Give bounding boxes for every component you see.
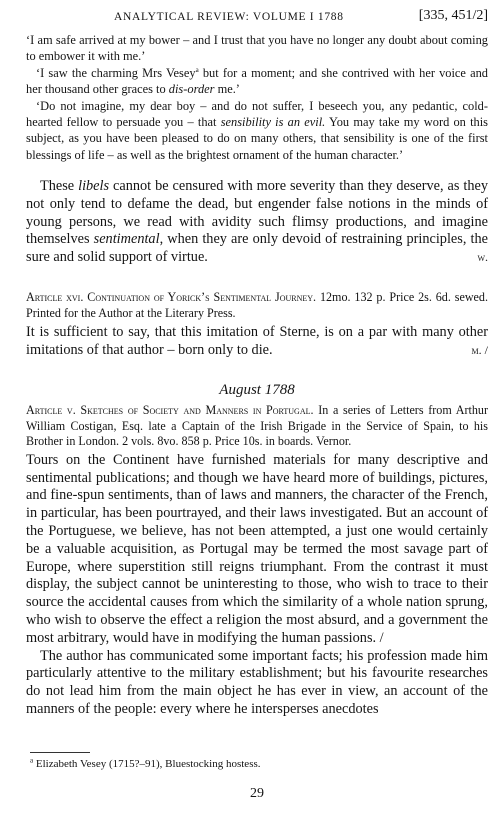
- footnote-ref: a: [195, 65, 199, 74]
- article-v-heading: Article v. Sketches of Society and Manners in Portugal. In a series of Letters from Arthur William Costigan, Esq. late a Captain of the Irish Brigade in the Service of Spain, to his Brother in London. 2 vols. 8vo. 858 p. Price 10s. in boards. Vernor.: [26, 403, 488, 449]
- footnote-rule: [30, 752, 90, 753]
- quoted-letter: [26, 32, 488, 163]
- page-number: 29: [250, 786, 264, 801]
- quote-paragraph-2: ‘I saw the charming Mrs Vesey$^a$ but for a moment; and she contrived with her voice and her thousand other graces to dis-order me.’: [26, 65, 488, 97]
- article-xvi-text: It is sufficient to say, that this imitation of Sterne, is on a par with many other imitations of that author – born only to die. m. /: [26, 324, 488, 358]
- review-paragraph: These libels cannot be censured with more severity than they deserve, as they not only tend to defame the dead, but engender false notions in the minds of young persons, we read with avidity such flimsy productions, and imagine themselves sentimental, when they are only devoid of restraining principles, the sure and solid support of virtue. w.: [26, 178, 488, 266]
- footnote: $^a$ Elizabeth Vesey (1715?–91), Bluestocking hostess.: [30, 756, 261, 770]
- article-xvi-heading: Article xvi. Continuation of Yorick’s Sentimental Journey. 12mo. 132 p. Price 2s. 6d. sewed. Printed for the Author at the Literary Press.: [26, 290, 488, 320]
- footnotes: [26, 752, 488, 771]
- running-head-pages: [335, 451/2]: [418, 8, 488, 23]
- running-head-title: ANALYTICAL REVIEW: VOLUME I 1788: [114, 11, 344, 23]
- article-v-paragraph-1: Tours on the Continent have furnished materials for many descriptive and sentimental publications; and though we have heard more of buildings, pictures, and fine-spun sentiments, than of laws and manners, the character of the French, in particular, has been pourtrayed, and their laws investigated. But an account of the Portuguese, we believe, has not been attempted, a just one would certainly be a valuable acquisition, as Portugal may be termed the most savage part of Europe, where superstition still reigns triumphant. From the contrast it must display, the subject cannot be uninteresting to those, who wish to trace to their source the accidental causes from which the similarity of a whole nation sprung, who wish to observe the effect a religion the most absurd, and a government the most arbitrary, would have in modifying the human passions. /: [26, 451, 488, 646]
- reviewer-signature: w.: [477, 250, 488, 265]
- quote-paragraph-3: ‘Do not imagine, my dear boy – and do not suffer, I beseech you, any pedantic, cold-hearted fellow to persuade you – that sensibility is an evil. You may take my word on this subject, as you have been pleased to do on many others, that sensibility is one of the first blessings of life – as well as the brightest ornament of the human character.’: [26, 98, 488, 162]
- running-head: [26, 8, 488, 28]
- article-xvi: [26, 290, 488, 360]
- section-date: August 1788: [219, 382, 295, 398]
- article-v-paragraph-2: The author has communicated some important facts; his profession made him particularly attentive to the military establishment; but his favourite researches do not lead him from the main object he has ever in view, an account of the manners of the people: every where he intersperses anecdotes: [26, 647, 488, 717]
- article-v: [26, 403, 488, 719]
- quote-paragraph-1: ‘I am safe arrived at my bower – and I trust that you have no longer any doubt about coming to embower it with me.’: [26, 33, 488, 64]
- article-xvi-signature: m. /: [471, 342, 488, 357]
- footnote-marker: a: [30, 756, 34, 765]
